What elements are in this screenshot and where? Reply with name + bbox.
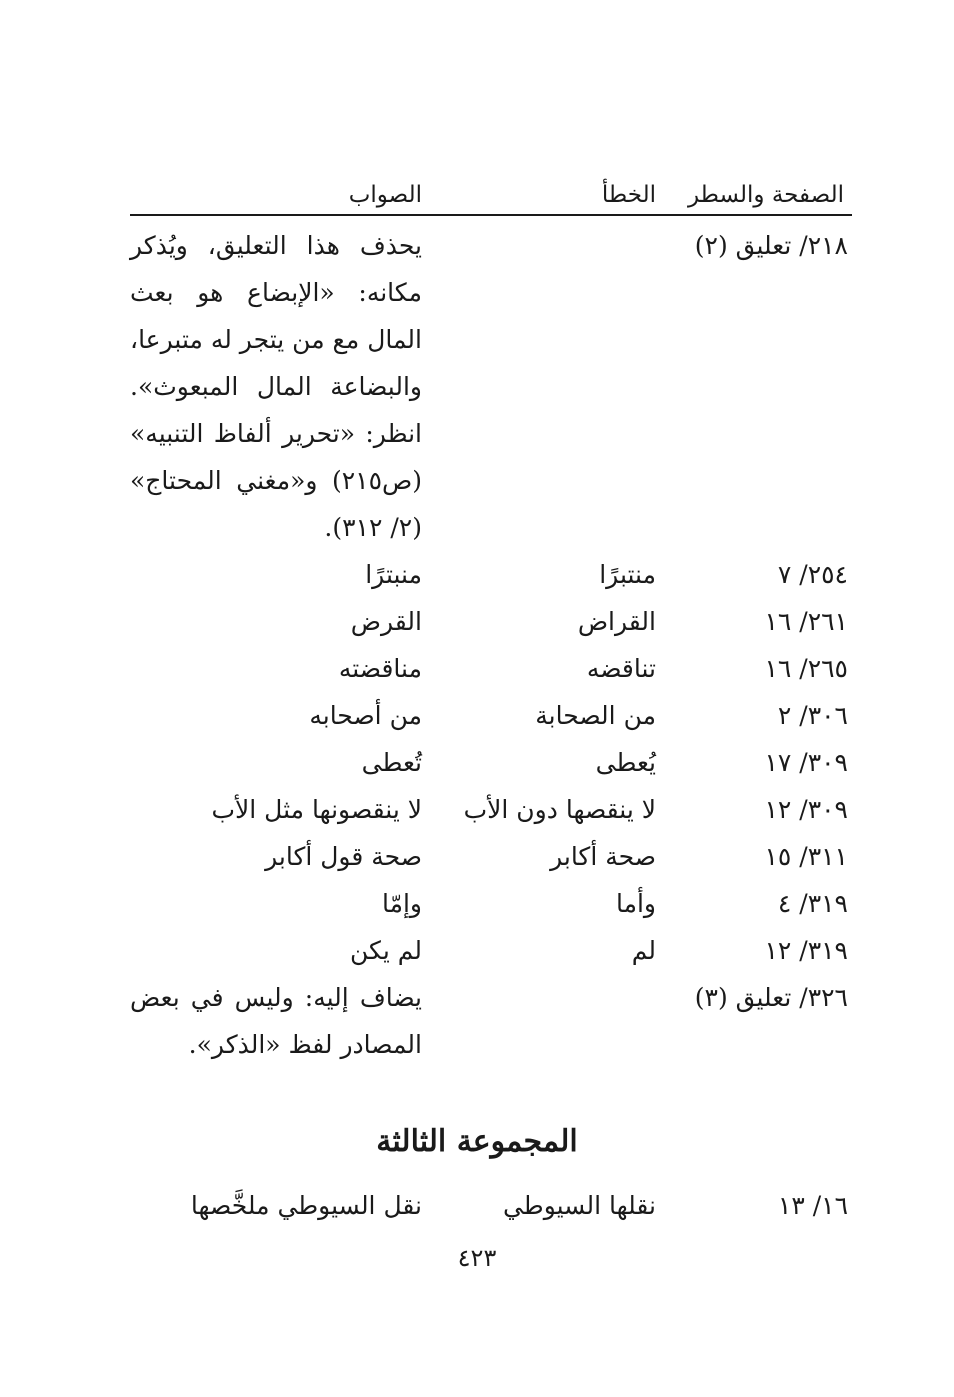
row-correct: لم يكن [350,936,422,965]
row-wrong: لم [631,936,656,965]
header-location: الصفحة والسطر [687,182,844,208]
table-row [130,598,852,645]
row-correct: تُعطى [361,748,422,777]
page-number: ٤٢٣ [457,1244,497,1272]
table-row [130,739,852,786]
row-wrong: تناقضه [586,654,656,683]
row-location: ٣١١/ ١٥ [764,842,848,871]
row-location: ٣١٩/ ١٢ [764,936,848,965]
table-row [130,1182,852,1229]
row-wrong: من الصحابة [535,701,656,730]
row-location: ٢١٨/ تعليق (٢) [694,231,848,260]
row-correct: يحذف هذا التعليق، ويُذكر مكانه: «الإبضاع هو بعث المال مع من يتجر له متبرعا، والبضاعة المال المبعوث». انظر: «تحرير ألفاظ التنبيه» (ص٢١٥) و«مغني المحتاج» (٢/ ٣١٢). [130,231,422,542]
row-correct: وإمّا [381,889,422,918]
row-wrong: وأما [615,889,656,918]
row-correct: مناقضته [338,654,422,683]
row-correct: منبترًا [365,560,422,589]
row-wrong: صحة أكابر [550,842,656,871]
table-row [130,880,852,927]
row-correct: من أصحابه [309,701,422,730]
row-correct: يضاف إليه: وليس في بعض المصادر لفظ «الذكر». [130,983,422,1059]
table-row [130,833,852,880]
header-wrong: الخطأ [601,182,656,208]
row-wrong: منتبرًا [599,560,656,589]
table-row [130,974,852,1068]
table-header [130,178,852,212]
row-wrong: يُعطى [595,748,656,777]
row-correct: القرض [350,607,422,636]
row-location: ٢٦٥/ ١٦ [764,654,848,683]
row-location: ٢٦١/ ١٦ [764,607,848,636]
row-location: ١٦/ ١٣ [777,1191,848,1220]
row-location: ٢٥٤/ ٧ [777,560,848,589]
table-row [130,927,852,974]
errata-table [130,222,852,1068]
row-correct: لا ينقصونها مثل الأب [211,795,422,824]
row-location: ٣٠٩/ ١٧ [764,748,848,777]
table-row [130,786,852,833]
table-row [130,222,852,551]
row-wrong: لا ينقصها دون الأب [463,795,656,824]
row-location: ٣١٩/ ٤ [777,889,848,918]
header-rule [130,214,852,216]
table-row [130,551,852,598]
table-row [130,692,852,739]
header-correct: الصواب [348,182,422,208]
row-correct: نقل السيوطي ملخَّصها [190,1191,422,1220]
row-wrong: القراض [577,607,656,636]
table-row [130,645,852,692]
row-wrong: نقلها السيوطي [502,1191,656,1220]
section-title: المجموعة الثالثة [376,1124,578,1159]
row-location: ٣٠٩/ ١٢ [764,795,848,824]
row-location: ٣٠٦/ ٢ [777,701,848,730]
row-location: ٣٢٦/ تعليق (٣) [694,983,848,1012]
row-correct: صحة قول أكابر [265,842,422,871]
